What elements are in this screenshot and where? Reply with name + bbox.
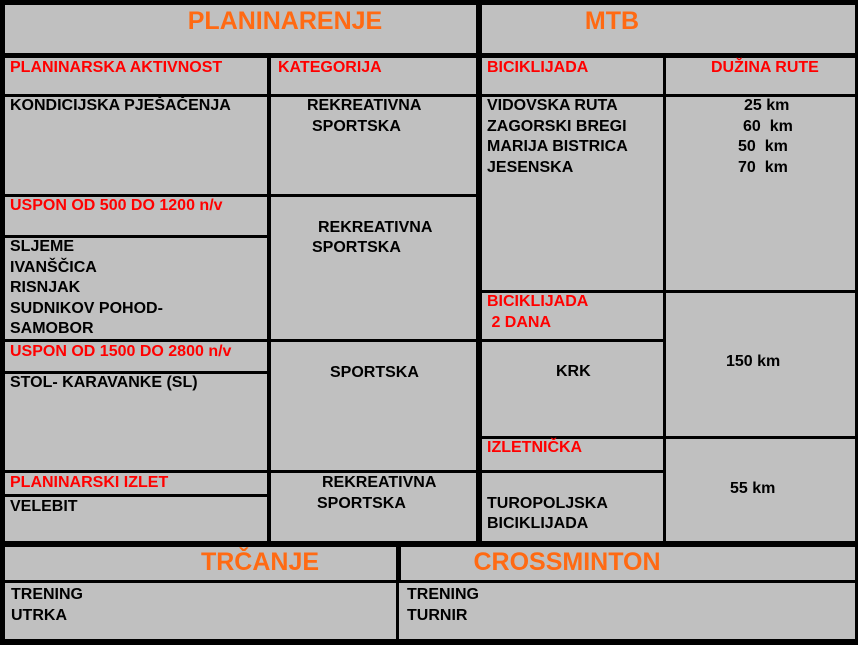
crossminton-item-1: TRENING [407,586,479,603]
planinarenje-row-1-category-2: SPORTSKA [312,118,401,135]
planinarenje-row-2-item-2: IVANŠČICA [10,259,97,276]
mtb-length-header: DUŽINA RUTE [711,59,819,76]
planinarenje-title: PLANINARENJE [187,7,383,35]
planinarenje-row-2-category-1: REKREATIVNA [318,219,433,236]
mtb-route-4-name: JESENSKA [487,159,574,176]
planinarenje-row-2-item-4: SUDNIKOV POHOD- [10,300,163,317]
mtb-route-3-length: 50 km [738,138,788,155]
mtb-excursion-name-2: BICIKLIJADA [487,515,589,532]
planinarenje-row-2-heading: USPON OD 500 DO 1200 n/v [10,197,223,214]
planinarenje-row-3-category-1: SPORTSKA [330,364,419,381]
planinarenje-row-2-category-2: SPORTSKA [312,239,401,256]
mtb-event-header: BICIKLIJADA [487,59,589,76]
planinarenje-row-4-heading: PLANINARSKI IZLET [10,474,169,491]
planinarenje-row-2-item-1: SLJEME [10,238,75,255]
planinarenje-row-3-item-1: STOL- KARAVANKE (SL) [10,374,198,391]
planinarenje-category-header: KATEGORIJA [278,59,382,76]
mtb-route-1-name: VIDOVSKA RUTA [487,97,618,114]
mtb-excursion-length: 55 km [730,480,776,497]
planinarenje-row-2-item-5: SAMOBOR [10,320,94,337]
trcanje-title: TRČANJE [200,548,320,576]
mtb-two-day-name: KRK [556,363,591,380]
mtb-two-day-name-cell [482,342,663,436]
mtb-route-4-length: 70 km [738,159,788,176]
crossminton-title: CROSSMINTON [473,548,661,576]
mtb-excursion-name-1: TUROPOLJSKA [487,495,608,512]
mtb-route-1-length: 25 km [744,97,790,114]
planinarenje-row-1-item: KONDICIJSKA PJEŠAČENJA [10,97,231,114]
planinarenje-row-4-item-1: VELEBIT [10,498,78,515]
planinarenje-row-1-category-1: REKREATIVNA [307,97,422,114]
mtb-title: MTB [584,7,640,35]
planinarenje-row-4-category-1: REKREATIVNA [322,474,437,491]
planinarenje-row-3-category-cell [271,342,476,470]
mtb-two-day-length: 150 km [726,353,781,370]
trcanje-item-2: UTRKA [11,607,67,624]
planinarenje-row-3-heading: USPON OD 1500 DO 2800 n/v [10,343,232,360]
mtb-excursion-heading: IZLETNIČKA [487,439,583,456]
crossminton-item-2: TURNIR [407,607,468,624]
planinarenje-activity-header: PLANINARSKA AKTIVNOST [10,59,223,76]
mtb-route-2-name: ZAGORSKI BREGI [487,118,627,135]
mtb-two-day-heading-1: BICIKLIJADA [487,293,589,310]
mtb-route-3-name: MARIJA BISTRICA [487,138,628,155]
planinarenje-row-4-category-2: SPORTSKA [317,495,406,512]
mtb-two-day-heading-2: 2 DANA [487,314,552,331]
mtb-route-2-length: 60 km [743,118,793,135]
planinarenje-row-2-item-3: RISNJAK [10,279,81,296]
trcanje-item-1: TRENING [11,586,83,603]
